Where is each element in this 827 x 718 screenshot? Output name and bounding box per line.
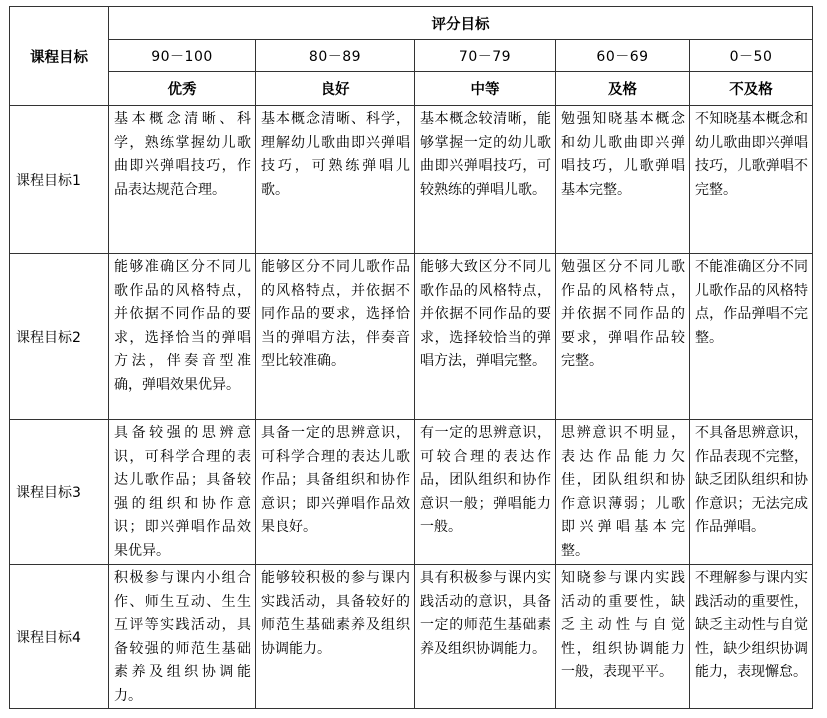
grade-label-header: 优秀 (109, 72, 256, 106)
header-row-ranges (10, 40, 813, 72)
rubric-cell: 有一定的思辨意识，可较合理的表达作品，团队组织和协作意识一般；弹唱能力一般。 (415, 420, 556, 565)
rubric-cell: 不能准确区分不同儿歌作品的风格特点，作品弹唱不完整。 (690, 254, 813, 420)
rubric-cell: 积极参与课内小组合作、师生互动、生生互评等实践活动，具备较强的师范生基础素养及组织协调能力。 (109, 565, 256, 709)
row-label: 课程目标2 (10, 254, 109, 420)
row-label: 课程目标4 (10, 565, 109, 709)
rubric-cell: 具备较强的思辨意识，可科学合理的表达儿歌作品；具备较强的组织和协作意识；即兴弹唱作品效果优异。 (109, 420, 256, 565)
rubric-cell: 思辨意识不明显，表达作品能力欠佳，团队组织和协作意识薄弱；儿歌即兴弹唱基本完整。 (556, 420, 690, 565)
rubric-cell: 基本概念较清晰，能够掌握一定的幼儿歌曲即兴弹唱技巧，可较熟练的弹唱儿歌。 (415, 106, 556, 254)
score-range-header: 60－69 (556, 40, 690, 72)
rubric-cell: 勉强区分不同儿歌作品的风格特点，并依据不同作品的要求，弹唱作品较完整。 (556, 254, 690, 420)
header-row-grades (10, 72, 813, 106)
rubric-cell: 具有积极参与课内实践活动的意识，具备一定的师范生基础素养及组织协调能力。 (415, 565, 556, 709)
corner-header: 课程目标 (10, 7, 109, 106)
row-label: 课程目标3 (10, 420, 109, 565)
rubric-cell: 能够区分不同儿歌作品的风格特点，并依据不同作品的要求，选择恰当的弹唱方法，伴奏音型比较准确。 (256, 254, 415, 420)
rubric-cell: 能够较积极的参与课内实践活动，具备较好的师范生基础素养及组织协调能力。 (256, 565, 415, 709)
table-row (10, 420, 813, 565)
group-header: 评分目标 (109, 7, 813, 40)
rubric-cell: 不理解参与课内实践活动的重要性，缺乏主动性与自觉性，缺少组织协调能力，表现懈怠。 (690, 565, 813, 709)
grade-label-header: 及格 (556, 72, 690, 106)
header-row-group (10, 7, 813, 40)
row-label: 课程目标1 (10, 106, 109, 254)
score-range-header: 70－79 (415, 40, 556, 72)
rubric-cell: 能够准确区分不同儿歌作品的风格特点，并依据不同作品的要求，选择恰当的弹唱方法，伴奏音型准确，弹唱效果优异。 (109, 254, 256, 420)
table-row (10, 565, 813, 709)
score-range-header: 0－50 (690, 40, 813, 72)
rubric-cell: 能够大致区分不同儿歌作品的风格特点，并依据不同作品的要求，选择较恰当的弹唱方法，弹唱完整。 (415, 254, 556, 420)
rubric-cell: 不知晓基本概念和幼儿歌曲即兴弹唱技巧，儿歌弹唱不完整。 (690, 106, 813, 254)
score-range-header: 80－89 (256, 40, 415, 72)
rubric-cell: 不具备思辨意识，作品表现不完整，缺乏团队组织和协作意识；无法完成作品弹唱。 (690, 420, 813, 565)
table-row (10, 106, 813, 254)
table-row (10, 254, 813, 420)
rubric-cell: 基本概念清晰、科学，理解幼儿歌曲即兴弹唱技巧，可熟练弹唱儿歌。 (256, 106, 415, 254)
rubric-cell: 基本概念清晰、科学，熟练掌握幼儿歌曲即兴弹唱技巧，作品表达规范合理。 (109, 106, 256, 254)
grade-label-header: 良好 (256, 72, 415, 106)
grading-rubric-table (9, 6, 813, 709)
rubric-cell: 知晓参与课内实践活动的重要性，缺乏主动性与自觉性，组织协调能力一般，表现平平。 (556, 565, 690, 709)
grade-label-header: 不及格 (690, 72, 813, 106)
rubric-cell: 具备一定的思辨意识，可科学合理的表达儿歌作品；具备组织和协作意识；即兴弹唱作品效果良好。 (256, 420, 415, 565)
score-range-header: 90－100 (109, 40, 256, 72)
rubric-cell: 勉强知晓基本概念和幼儿歌曲即兴弹唱技巧，儿歌弹唱基本完整。 (556, 106, 690, 254)
grade-label-header: 中等 (415, 72, 556, 106)
